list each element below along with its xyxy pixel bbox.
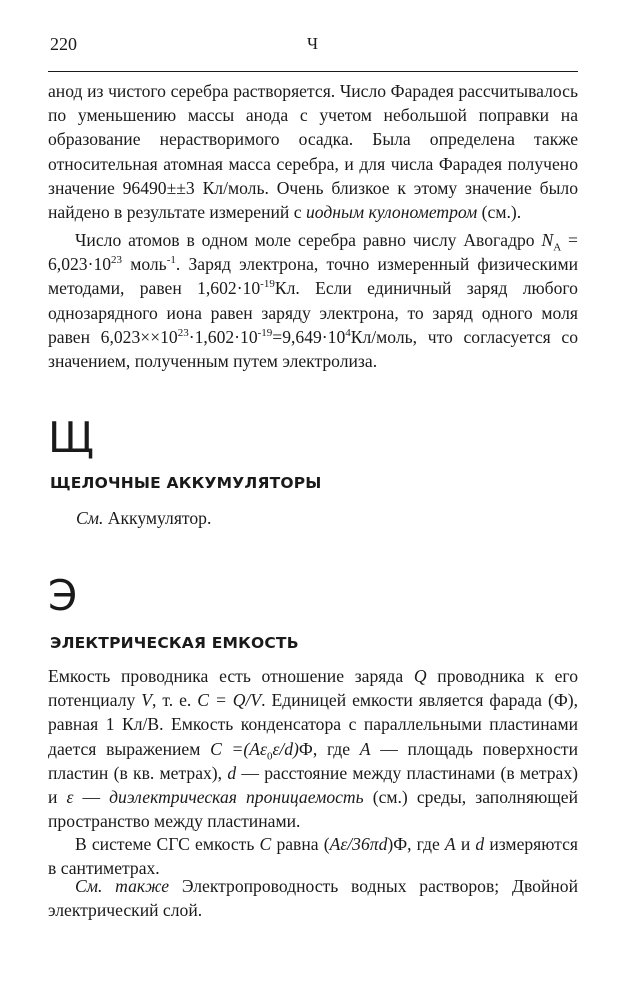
entry-heading-shchelochnye: ЩЕЛОЧНЫЕ АККУМУЛЯТОРЫ	[50, 474, 322, 492]
see-reference: См. Аккумулятор.	[76, 508, 212, 528]
section-letter-e: Э	[48, 571, 78, 620]
paragraph-4: В системе СГС емкость C равна (Aε/36πd)Ф, где A и d измеряются в сантиметрах.	[48, 834, 578, 879]
page-number: 220	[50, 34, 77, 54]
paragraph-2: Число атомов в одном моле серебра равно числу Авогадро $N_A = 6,023\cdot 10^{23}$ моль$^{-1}$. Заряд электрона, точно измеренный физическими методами, равен $1,602\cdot 10^{-19}Кл$. Если единичный заряд любого однозарядного иона равен заряду электрона, то заряд одного моля равен $6,023\times\times 10^{23}\cdot 1,602\cdot 10^{-19}=9,649\cdot 10^4Кл$/моль, что согласуется со значением, полученным путем электролиза.	[48, 230, 578, 372]
see-also-paragraph: См. также Электропроводность водных растворов; Двойной электрический слой.	[48, 876, 578, 921]
cross-reference: диэлектрическая проницаемость	[109, 787, 364, 808]
cross-reference: иодным кулонометром	[305, 202, 478, 223]
section-letter-shch: Щ	[48, 413, 94, 462]
paragraph-1: анод из чистого серебра растворяется. Число Фарадея рассчитывалось по уменьшению массы анода с учетом небольшой поправки на образование нерастворимого осадка. Была определена также относительная атомная масса серебра, и для числа Фарадея получено значение 96490±±3 Кл/моль. Очень близкое к этому значение было найдено в результате измерений с иодным кулонометром (см.).	[48, 81, 578, 223]
paragraph-3: Емкость проводника есть отношение заряда Q проводника к его потенциалу V, т. е. C = Q/V. Единицей емкости является фарада (Ф), равная 1 Кл/В. Емкость конденсатора с параллельными пластинами дается выражением $C =(A\varepsilon_0\varepsilon/d)Ф$, где A — площадь поверхности пластин (в кв. метрах), d — расстояние между пластинами (в метрах) и ε — диэлектрическая проницаемость (см.) среды, заполняющей пространство между пластинами.	[48, 666, 578, 832]
running-head: Ч	[306, 34, 319, 53]
header-rule	[48, 71, 578, 72]
page-header	[50, 34, 575, 60]
entry-heading-elektricheskaya-emkost: ЭЛЕКТРИЧЕСКАЯ ЕМКОСТЬ	[50, 634, 299, 652]
